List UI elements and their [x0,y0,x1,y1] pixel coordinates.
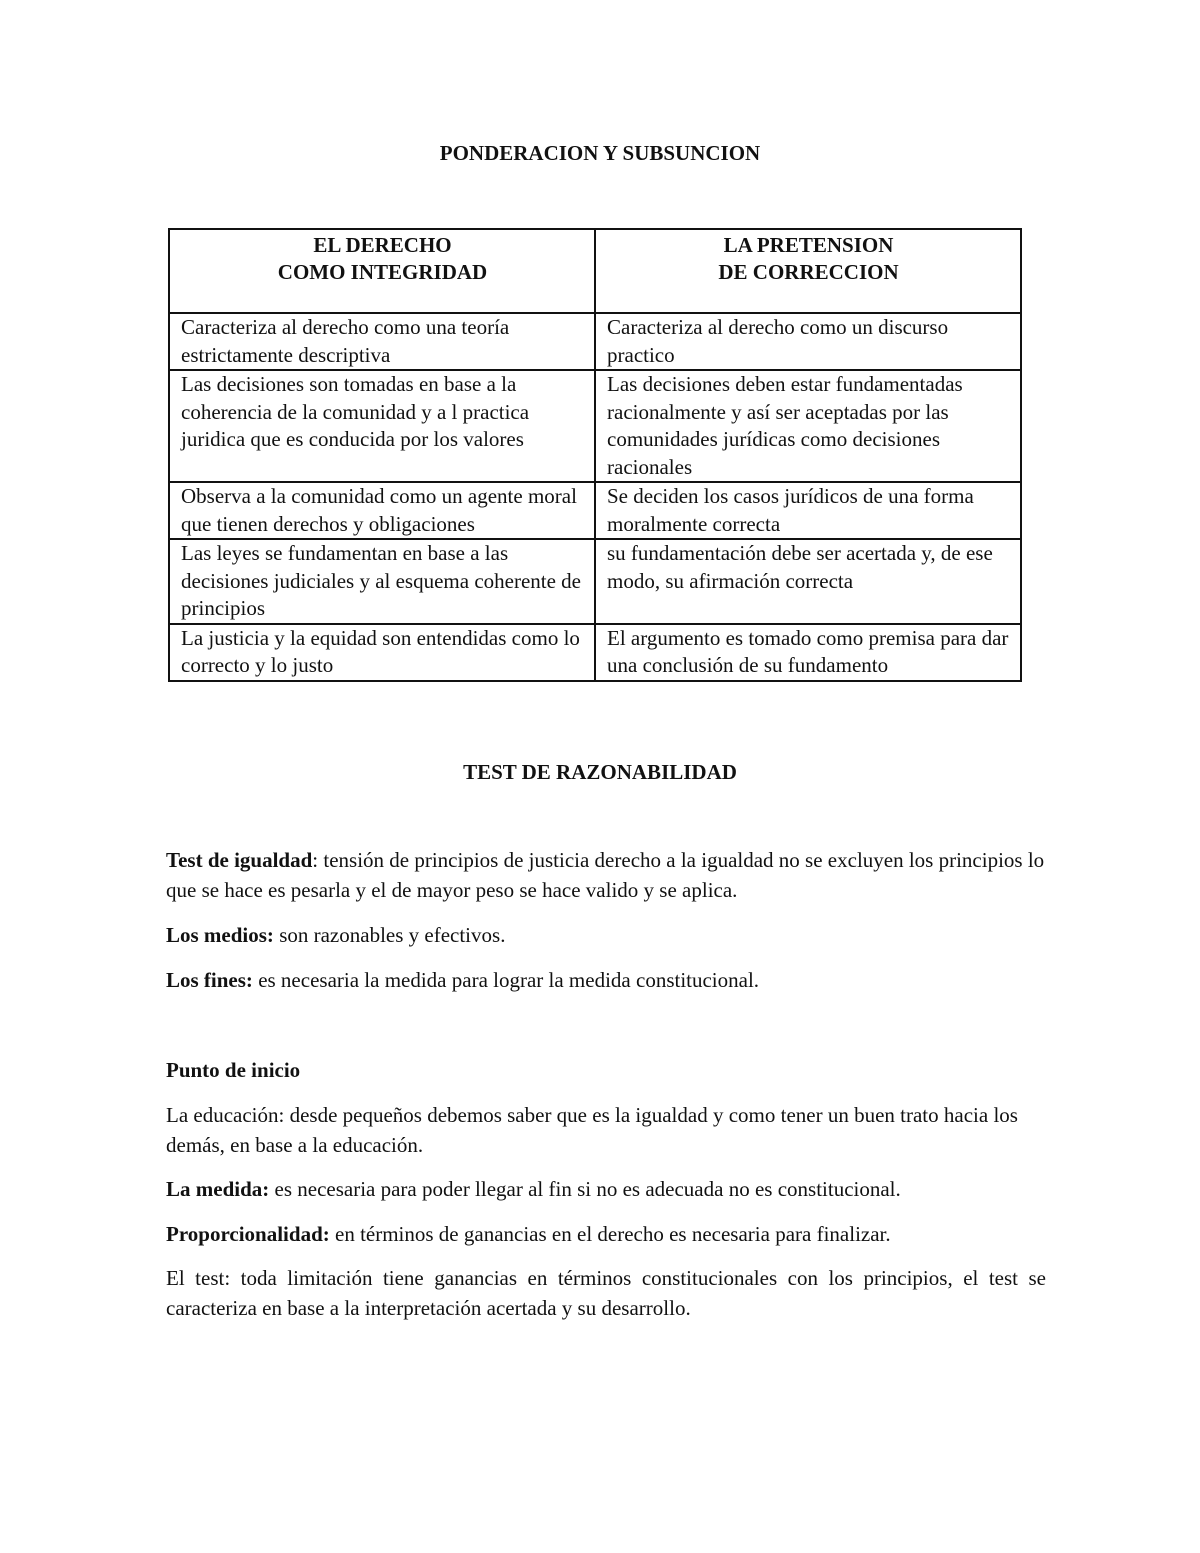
comparison-table [168,228,1022,682]
table-cell-right: Las decisiones deben estar fundamentadas racionalmente y así ser aceptadas por las comunidades jurídicas como decisiones racionales [595,370,1021,482]
header-left-line1: EL DERECHO [313,233,452,257]
table-cell-right: su fundamentación debe ser acertada y, de ese modo, su afirmación correcta [595,539,1021,624]
header-pretension-correccion [595,229,1021,313]
table-cell-left: Las decisiones son tomadas en base a la coherencia de la comunidad y a l practica juridica que es conducida por los valores [169,370,595,482]
text-proporcionalidad: en términos de ganancias en el derecho es necesaria para finalizar. [329,1222,891,1246]
label-los-fines: Los fines: [166,968,253,992]
table-cell-left: La justicia y la equidad son entendidas como lo correcto y lo justo [169,624,595,681]
text-los-medios: son razonables y efectivos. [273,923,506,947]
table-row [169,539,1021,624]
heading-punto-de-inicio [166,1056,1046,1086]
label-los-medios: Los medios: [166,923,274,947]
text-la-medida: es necesaria para poder llegar al fin si no es adecuada no es constitucional. [269,1177,901,1201]
label-test-igualdad: Test de igualdad [166,848,313,872]
table-row [169,313,1021,370]
paragraph-educacion [166,1101,1046,1160]
paragraph-test-igualdad [166,846,1046,905]
text-test-igualdad: : tensión de principios de justicia derecho a la igualdad no se excluyen los principios lo que se hace es pesarla y el de mayor peso se hace valido y se aplica. [166,848,1045,902]
table-cell-right: El argumento es tomado como premisa para dar una conclusión de su fundamento [595,624,1021,681]
table-header-row [169,229,1021,313]
table-row [169,482,1021,539]
label-proporcionalidad: Proporcionalidad: [166,1222,330,1246]
header-derecho-integridad [169,229,595,313]
paragraph-el-test [166,1264,1046,1323]
paragraph-los-fines [166,966,1046,996]
paragraph-la-medida [166,1175,1046,1205]
table-cell-left: Observa a la comunidad como un agente moral que tienen derechos y obligaciones [169,482,595,539]
table-cell-left: Caracteriza al derecho como una teoría estrictamente descriptiva [169,313,595,370]
table-row [169,370,1021,482]
paragraph-proporcionalidad [166,1220,1046,1250]
table-cell-right: Caracteriza al derecho como un discurso practico [595,313,1021,370]
section-title-test-razonabilidad: TEST DE RAZONABILIDAD [463,760,737,784]
header-right-line2: DE CORRECCION [718,260,899,284]
text-los-fines: es necesaria la medida para lograr la medida constitucional. [252,968,760,992]
paragraph-los-medios [166,921,1046,951]
header-left-line2: COMO INTEGRIDAD [277,260,488,284]
text-educacion: La educación: desde pequeños debemos saber que es la igualdad y como tener un buen trato hacia los demás, en base a la educación. [166,1103,1018,1157]
table-row [169,624,1021,681]
text-el-test: El test: toda limitación tiene ganancias en términos constitucionales con los principios, el test se caracteriza en base a la interpretación acertada y su desarrollo. [166,1266,1046,1320]
label-la-medida: La medida: [166,1177,270,1201]
header-right-line1: LA PRETENSION [723,233,894,257]
label-punto-de-inicio: Punto de inicio [166,1058,301,1082]
section-title-ponderacion: PONDERACION Y SUBSUNCION [439,141,761,165]
table-cell-right: Se deciden los casos jurídicos de una forma moralmente correcta [595,482,1021,539]
table-cell-left: Las leyes se fundamentan en base a las decisiones judiciales y al esquema coherente de principios [169,539,595,624]
